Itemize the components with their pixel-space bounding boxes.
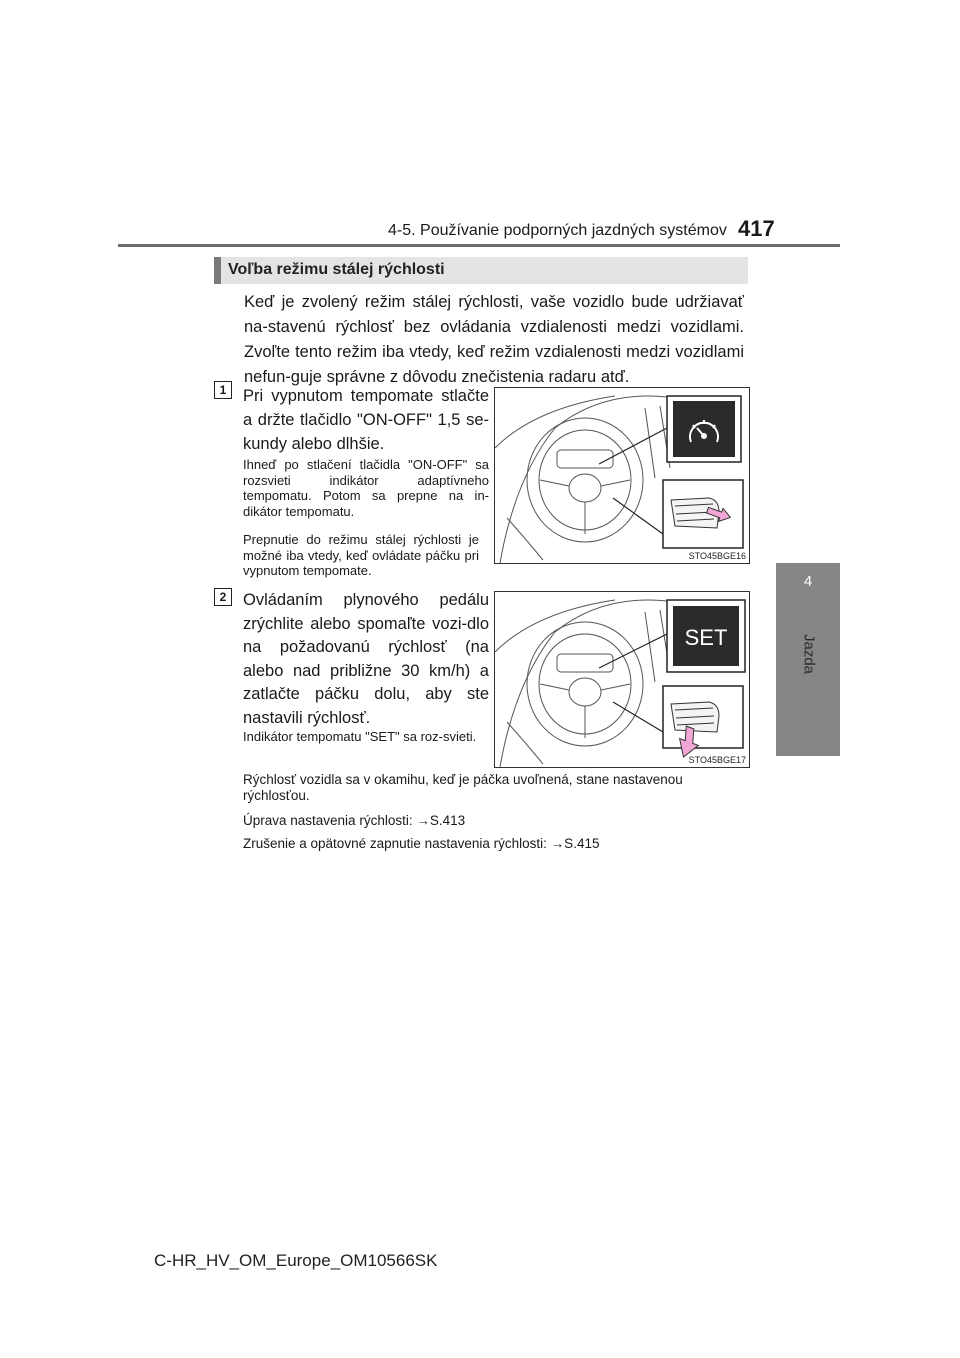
section-title: Voľba režimu stálej rýchlosti <box>228 261 445 278</box>
cruise-control-indicator <box>673 401 735 457</box>
set-indicator-text: SET <box>684 625 728 650</box>
page-number: 417 <box>738 216 775 241</box>
step-2-note-1: Indikátor tempomatu "SET" sa roz-svieti. <box>243 729 477 744</box>
illustration-code: STO45BGE16 <box>688 551 746 561</box>
section-intro: Keď je zvolený režim stálej rýchlosti, vaše vozidlo bude udržiavať na-stavenú rýchlosť bez ovládania vzdialenosti medzi vozidlami. Zvoľte tento režim iba vtedy, keď režim vzdialenosti medzi vozidlami nefun-guje správne z dôvodu znečistenia radaru atď. <box>244 293 744 386</box>
closing-note-1: Rýchlosť vozidla sa v okamihu, keď je páčka uvoľnená, stane nastavenou rýchlosťou. <box>243 772 683 803</box>
step-2-instruction: Ovládaním plynového pedálu zrýchlite alebo spomaľte vozi-dlo na požadovanú rýchlosť (na alebo nad približne 30 km/h) a zatlačte páčku dolu, aby ste nastavili rýchlosť. <box>243 591 489 727</box>
illustration-code: STO45BGE17 <box>688 755 746 765</box>
chapter-label-text: Jazda <box>800 633 818 675</box>
chapter-label <box>799 624 819 684</box>
illustration-step-1 <box>494 387 750 564</box>
step-1-instruction: Pri vypnutom tempomate stlačte a držte tlačidlo "ON-OFF" 1,5 se-kundy alebo dlhšie. <box>243 387 489 453</box>
illustration-step-2 <box>494 591 750 768</box>
page-header-title: 4-5. Používanie podporných jazdných systémov <box>388 222 727 239</box>
chapter-number: 4 <box>803 573 813 590</box>
step-number-2: 2 <box>214 588 232 606</box>
header-divider <box>118 244 840 247</box>
closing-note-2: Úprava nastavenia rýchlosti: →S.413 <box>243 813 466 828</box>
document-code: C-HR_HV_OM_Europe_OM10566SK <box>154 1251 438 1270</box>
step-number-1: 1 <box>214 381 232 399</box>
step-1-note-2: Prepnutie do režimu stálej rýchlosti je možné iba vtedy, keď ovládate páčku pri vypnutom tempomate. <box>243 532 479 578</box>
step-1-note-1: Ihneď po stlačení tlačidla "ON-OFF" sa rozsvieti indikátor adaptívneho tempomatu. Potom sa prepne na in-dikátor tempomatu. <box>243 457 489 519</box>
closing-note-3: Zrušenie a opätovné zapnutie nastavenia rýchlosti: →S.415 <box>243 836 600 851</box>
